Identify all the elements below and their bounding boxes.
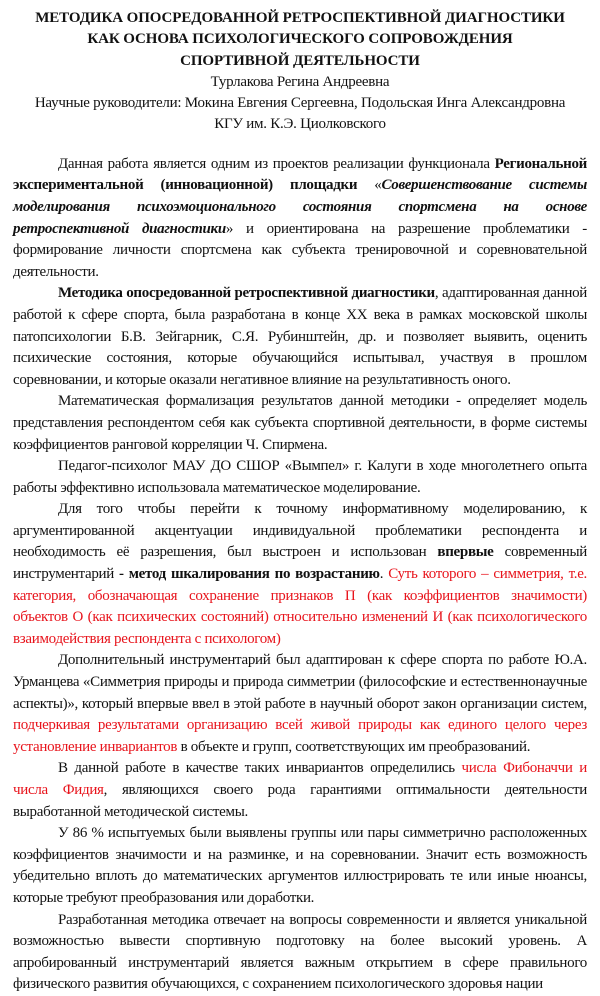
bold-text: впервые bbox=[437, 544, 494, 561]
text: в объекте и групп, соответствующих им преобразований. bbox=[177, 738, 531, 755]
bold-text: Методика опосредованной ретроспективной диагностики bbox=[58, 285, 435, 302]
paragraph bbox=[13, 154, 587, 284]
text: У 86 % испытуемых были выявлены группы или пары симметрично расположенных коэффициентов значимости и на разминке, и на соревновании. Значит есть возможность убедительно вплоть до математических аргументов иллюстрировать те или иные нюансы, которые требуют преобразования или доработки. bbox=[13, 825, 587, 906]
paragraph bbox=[13, 910, 587, 996]
title-line: КАК ОСНОВА ПСИХОЛОГИЧЕСКОГО СОПРОВОЖДЕНИЯ bbox=[87, 31, 513, 48]
text: современный инструментарий bbox=[13, 544, 587, 583]
highlighted-text: числа Фибоначчи и числа Фидия bbox=[13, 760, 587, 798]
paragraph bbox=[13, 456, 587, 499]
text: Дополнительный инструментарий был адаптирован к сфере спорта по работе Ю.А. Урманцева «Симметрия природы и природа симметрии (философские и естественнонаучные аспекты)», который впервые ввел в этой работе в научный оборот закон организации систем, bbox=[13, 652, 587, 712]
document-body bbox=[13, 154, 587, 996]
author: Турлакова Регина Андреевна bbox=[210, 73, 390, 90]
text: Для того чтобы перейти к точному информативному моделированию, к аргументированной акцентуации индивидуальной проблематики респондента и необходимость её разрешения, был выстроен и использован bbox=[13, 501, 587, 561]
highlighted-text: подчеркивая результатами организацию всей живой природы как единого целого через установление инвариантов bbox=[13, 717, 587, 755]
text: » и ориентирована на разрешение проблематики - формирование личности спортсмена как субъекта тренировочной и соревновательной деятельности. bbox=[13, 220, 588, 280]
paragraph bbox=[13, 758, 587, 823]
text: Педагог-психолог МАУ ДО СШОР «Вымпел» г. Калуги в ходе многолетнего опыта работы эффективно использовала математическое моделирование. bbox=[13, 458, 587, 496]
paragraph bbox=[13, 499, 587, 650]
text: Математическая формализация результатов данной методики - определяет модель представления респондентом себя как субъекта спортивной деятельности, в форме системы коэффициентов ранговой корреляции Ч. Спирмена. bbox=[13, 393, 587, 453]
text: В данной работе в качестве таких инвариантов определились bbox=[58, 760, 462, 777]
institution: КГУ им. К.Э. Циолковского bbox=[214, 116, 386, 133]
highlighted-text: Суть которого – симметрия, т.е. категория, обозначающая сохранение признаков П (как коэффициентов значимости) объектов О (как психических состояний) относительно изменений И (как психологического взаимодействия респондента с психологом) bbox=[13, 566, 588, 647]
paragraph bbox=[13, 391, 587, 456]
paragraph bbox=[13, 823, 587, 909]
text: , являющихся своего рода гарантиями оптимальности деятельности выработанной методической системы. bbox=[13, 782, 587, 820]
text: Данная работа является одним из проектов реализации функционала bbox=[58, 155, 495, 172]
text: Разработанная методика отвечает на вопросы современности и является уникальной возможностью вывести спортивную подготовку на более высокий уровень. А апробированный инструментарий является важным открытием в сфере правильного физического развития обучающихся, с сохранением психологического здоровья нации bbox=[13, 911, 587, 993]
text: . bbox=[379, 566, 389, 583]
title-line: СПОРТИВНОЙ ДЕЯТЕЛЬНОСТИ bbox=[180, 52, 420, 69]
bold-text: - метод шкалирования по возрастанию bbox=[119, 566, 380, 583]
supervisors: Научные руководители: Мокина Евгения Сергеевна, Подольская Инга Александровна bbox=[34, 95, 566, 112]
paragraph bbox=[13, 650, 587, 758]
text: « bbox=[357, 177, 382, 194]
paragraph bbox=[13, 283, 587, 391]
text: , адаптированная данной работой к сфере спорта, была разработана в конце XX века в рамках московской школы патопсихологии Б.В. Зейгарник, С.Я. Рубинштейн, др. и позволяет выявить, оценить психические состояния, которые обучающийся испытывал, участвуя в прошлом соревновании, и которые оказали негативное влияние на результативность оного. bbox=[13, 285, 587, 388]
bold-italic-text: Совершенствование системы моделирования психоэмоционального состояния спортсмена на основе ретроспективной диагностики bbox=[13, 177, 587, 237]
title-line: МЕТОДИКА ОПОСРЕДОВАННОЙ РЕТРОСПЕКТИВНОЙ ДИАГНОСТИКИ bbox=[35, 10, 565, 26]
bold-text: Региональной экспериментальной (инновационной) площадки bbox=[13, 155, 587, 194]
document-title bbox=[13, 8, 587, 72]
